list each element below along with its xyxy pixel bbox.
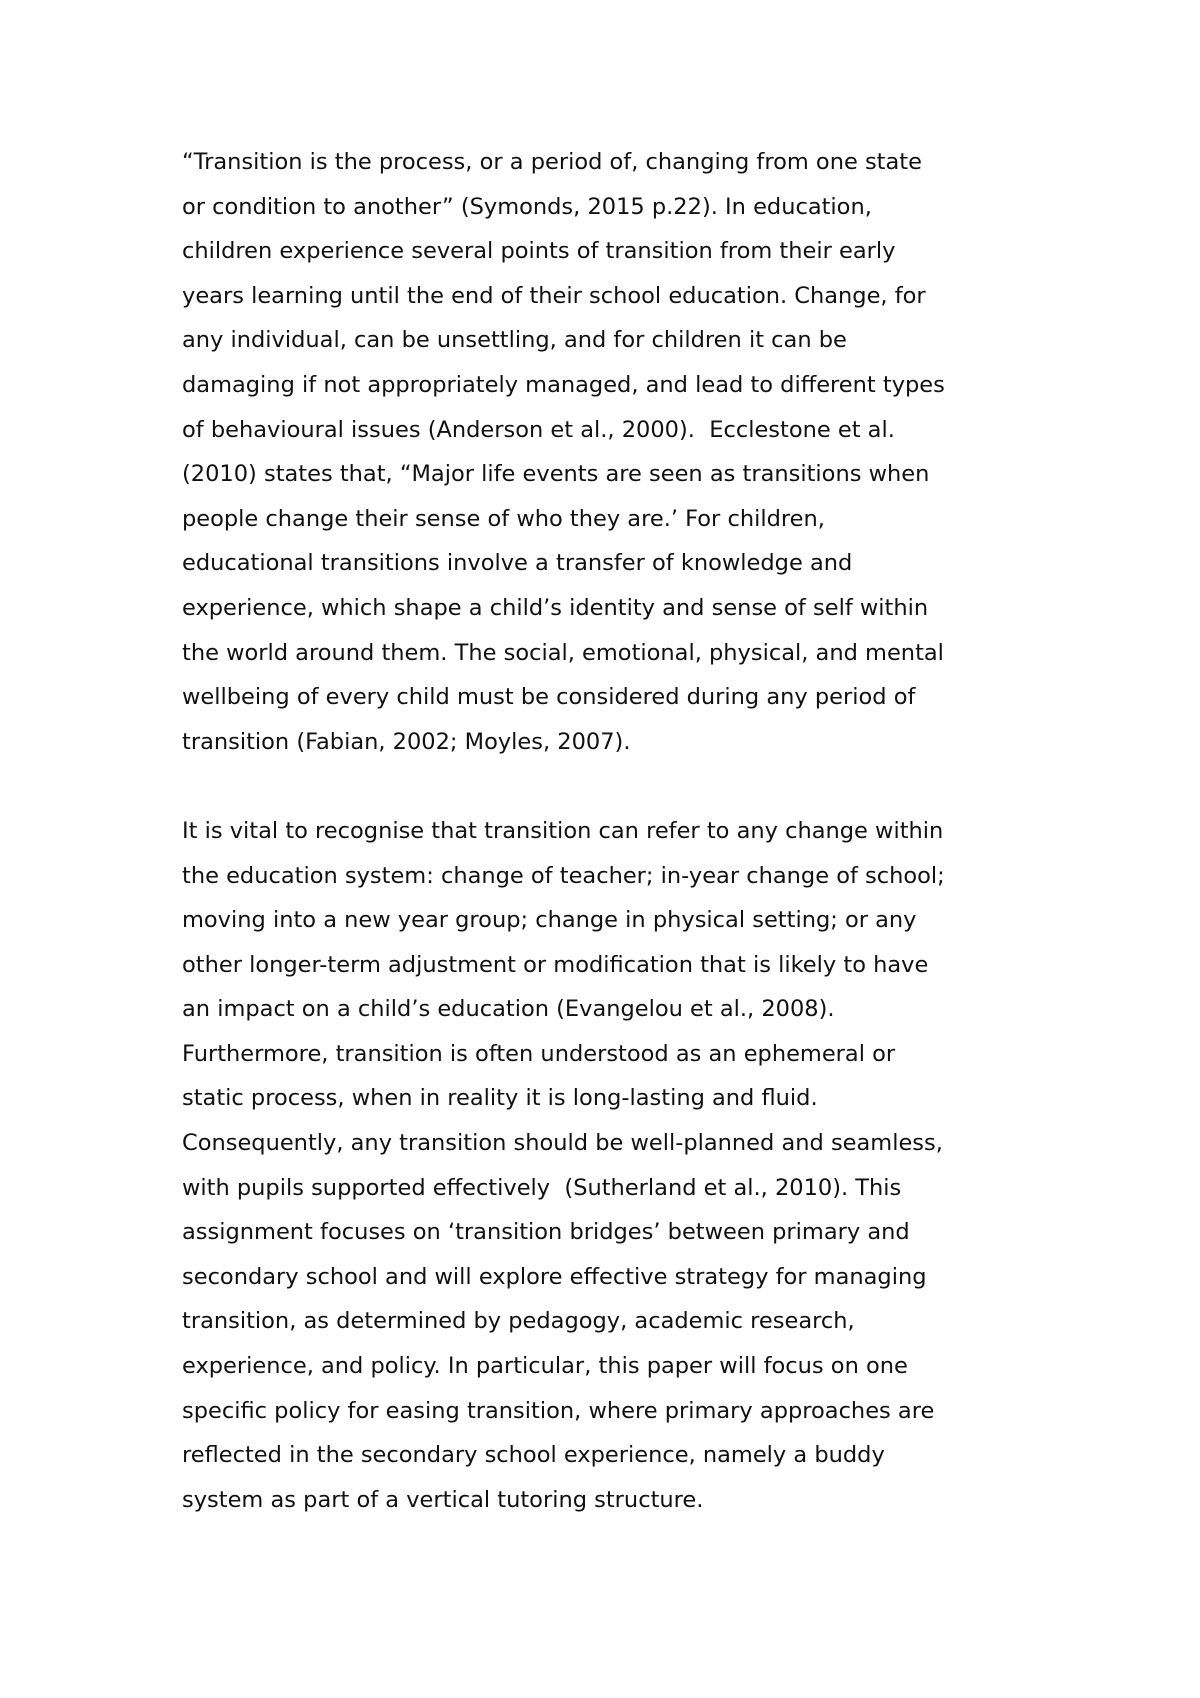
text-line: transition, as determined by pedagogy, academic research, [182,1308,855,1335]
paragraph-2 [182,809,1062,1523]
text-line: assignment focuses on ‘transition bridges’ between primary and [182,1219,910,1246]
text-line: static process, when in reality it is long-lasting and fluid. [182,1085,818,1112]
text-line: Consequently, any transition should be well-planned and seamless, [182,1130,943,1157]
text-line: specific policy for easing transition, where primary approaches are [182,1397,935,1424]
text-line: or condition to another” (Symonds, 2015 p.22). In education, [182,193,872,220]
text-line: reflected in the secondary school experience, namely a buddy [182,1442,885,1469]
text-line: secondary school and will explore effective strategy for managing [182,1263,927,1290]
text-line: Furthermore, transition is often understood as an ephemeral or [182,1040,896,1067]
text-line: the world around them. The social, emotional, physical, and mental [182,639,944,666]
text-line: wellbeing of every child must be considered during any period of [182,684,916,711]
text-line: “Transition is the process, or a period of, changing from one state [182,149,922,175]
text-line: transition (Fabian, 2002; Moyles, 2007). [182,728,631,755]
text-line: children experience several points of transition from their early [182,238,896,265]
text-line: experience, which shape a child’s identity and sense of self within [182,594,929,621]
text-line: with pupils supported effectively (Sutherland et al., 2010). This [182,1174,902,1201]
document-body [182,140,1062,1522]
text-line: the education system: change of teacher; in-year change of school; [182,862,945,889]
text-line: experience, and policy. In particular, this paper will focus on one [182,1353,908,1380]
paragraph-spacer [182,764,1062,809]
text-line: educational transitions involve a transfer of knowledge and [182,550,853,577]
text-line: damaging if not appropriately managed, and lead to different types [182,371,945,398]
text-line: system as part of a vertical tutoring structure. [182,1486,704,1513]
text-line: (2010) states that, “Major life events are seen as transitions when [182,461,930,488]
text-line: years learning until the end of their school education. Change, for [182,282,926,309]
text-line: moving into a new year group; change in physical setting; or any [182,907,917,934]
text-line: any individual, can be unsettling, and for children it can be [182,327,847,354]
text-line: people change their sense of who they are.’ For children, [182,505,825,532]
text-line: an impact on a child’s education (Evangelou et al., 2008). [182,996,835,1023]
paragraph-1 [182,140,1062,764]
text-line: It is vital to recognise that transition can refer to any change within [182,817,944,844]
text-line: other longer-term adjustment or modification that is likely to have [182,951,929,978]
text-line: of behavioural issues (Anderson et al., 2000). Ecclestone et al. [182,416,895,443]
